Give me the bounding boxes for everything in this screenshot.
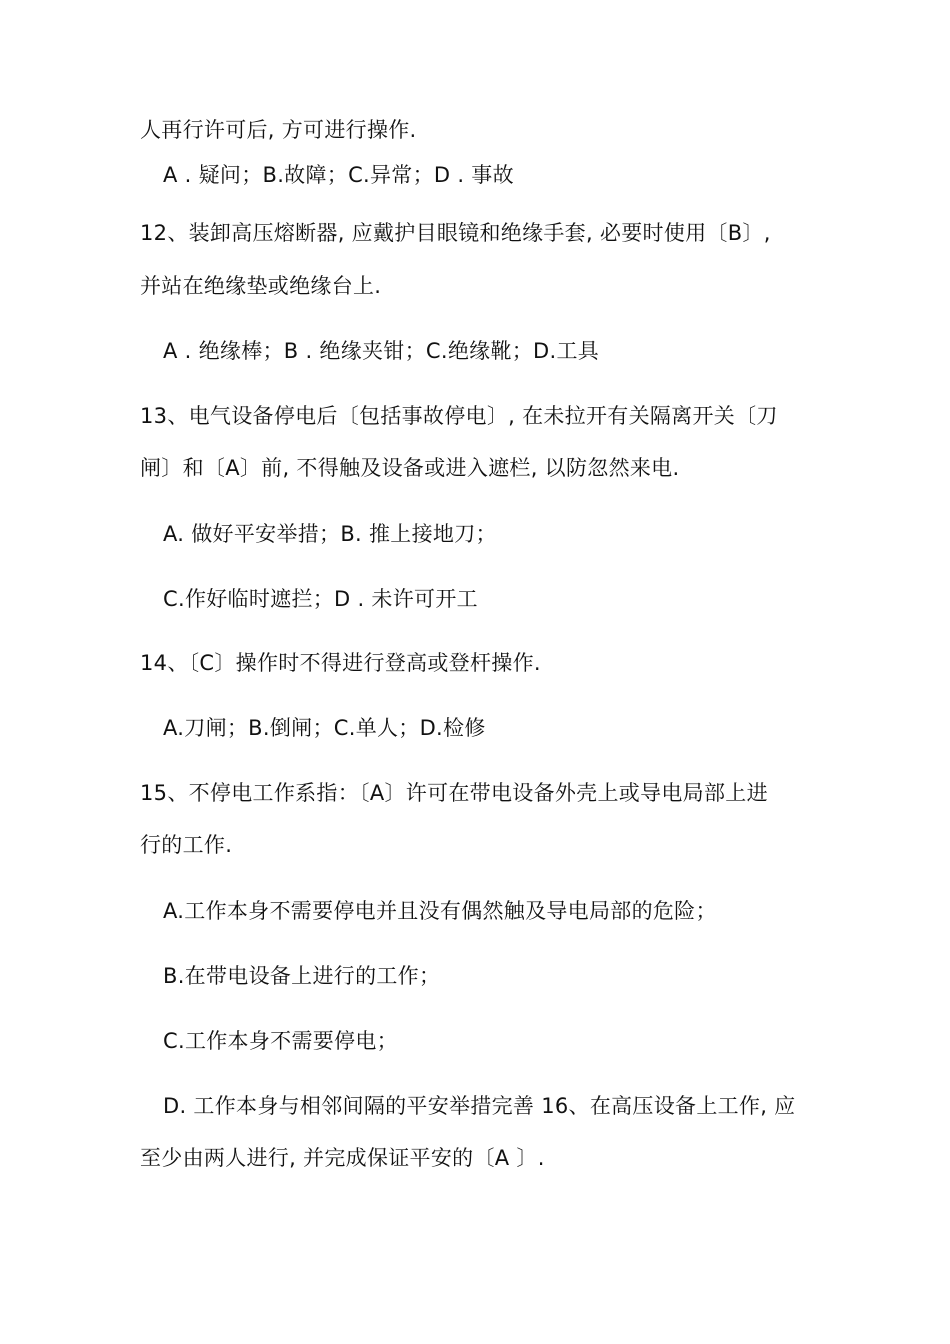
q11-options: A . 疑问；B.故障；C.异常；D . 事故	[163, 163, 514, 187]
q15-option-a: A.工作本身不需要停电并且没有偶然触及导电局部的危险；	[163, 899, 717, 923]
q12-stem-line1: 12、装卸高压熔断器, 应戴护目眼镜和绝缘手套, 必要时使用〔B〕,	[140, 221, 771, 245]
q13-options-line2: C.作好临时遮拦；D . 未许可开工	[163, 587, 478, 611]
q15-stem-line1: 15、不停电工作系指：〔A〕许可在带电设备外壳上或导电局部上进	[140, 781, 768, 805]
q12-options: A . 绝缘棒；B . 绝缘夹钳；C.绝缘靴；D.工具	[163, 339, 600, 363]
q13-stem-line1: 13、电气设备停电后〔包括事故停电〕, 在未拉开有关隔离开关〔刀	[140, 404, 778, 428]
q15-option-d-q16-stem: D. 工作本身与相邻间隔的平安举措完善 16、在高压设备上工作, 应	[163, 1094, 796, 1118]
q16-stem-line2: 至少由两人进行, 并完成保证平安的〔A 〕.	[140, 1146, 545, 1170]
q13-options-line1: A. 做好平安举措；B. 推上接地刀；	[163, 522, 497, 546]
q12-stem-line2: 并站在绝缘垫或绝缘台上.	[140, 274, 382, 298]
q14-options: A.刀闸；B.倒闸；C.单人；D.检修	[163, 716, 486, 740]
q15-stem-line2: 行的工作.	[140, 833, 233, 857]
q15-option-b: B.在带电设备上进行的工作；	[163, 964, 441, 988]
q15-option-c: C.工作本身不需要停电；	[163, 1029, 398, 1053]
text-line-continuation: 人再行许可后, 方可进行操作.	[140, 118, 417, 142]
q14-stem: 14、〔C〕操作时不得进行登高或登杆操作.	[140, 651, 541, 675]
q13-stem-line2: 闸〕和〔A〕前, 不得触及设备或进入遮栏, 以防忽然来电.	[140, 456, 680, 480]
